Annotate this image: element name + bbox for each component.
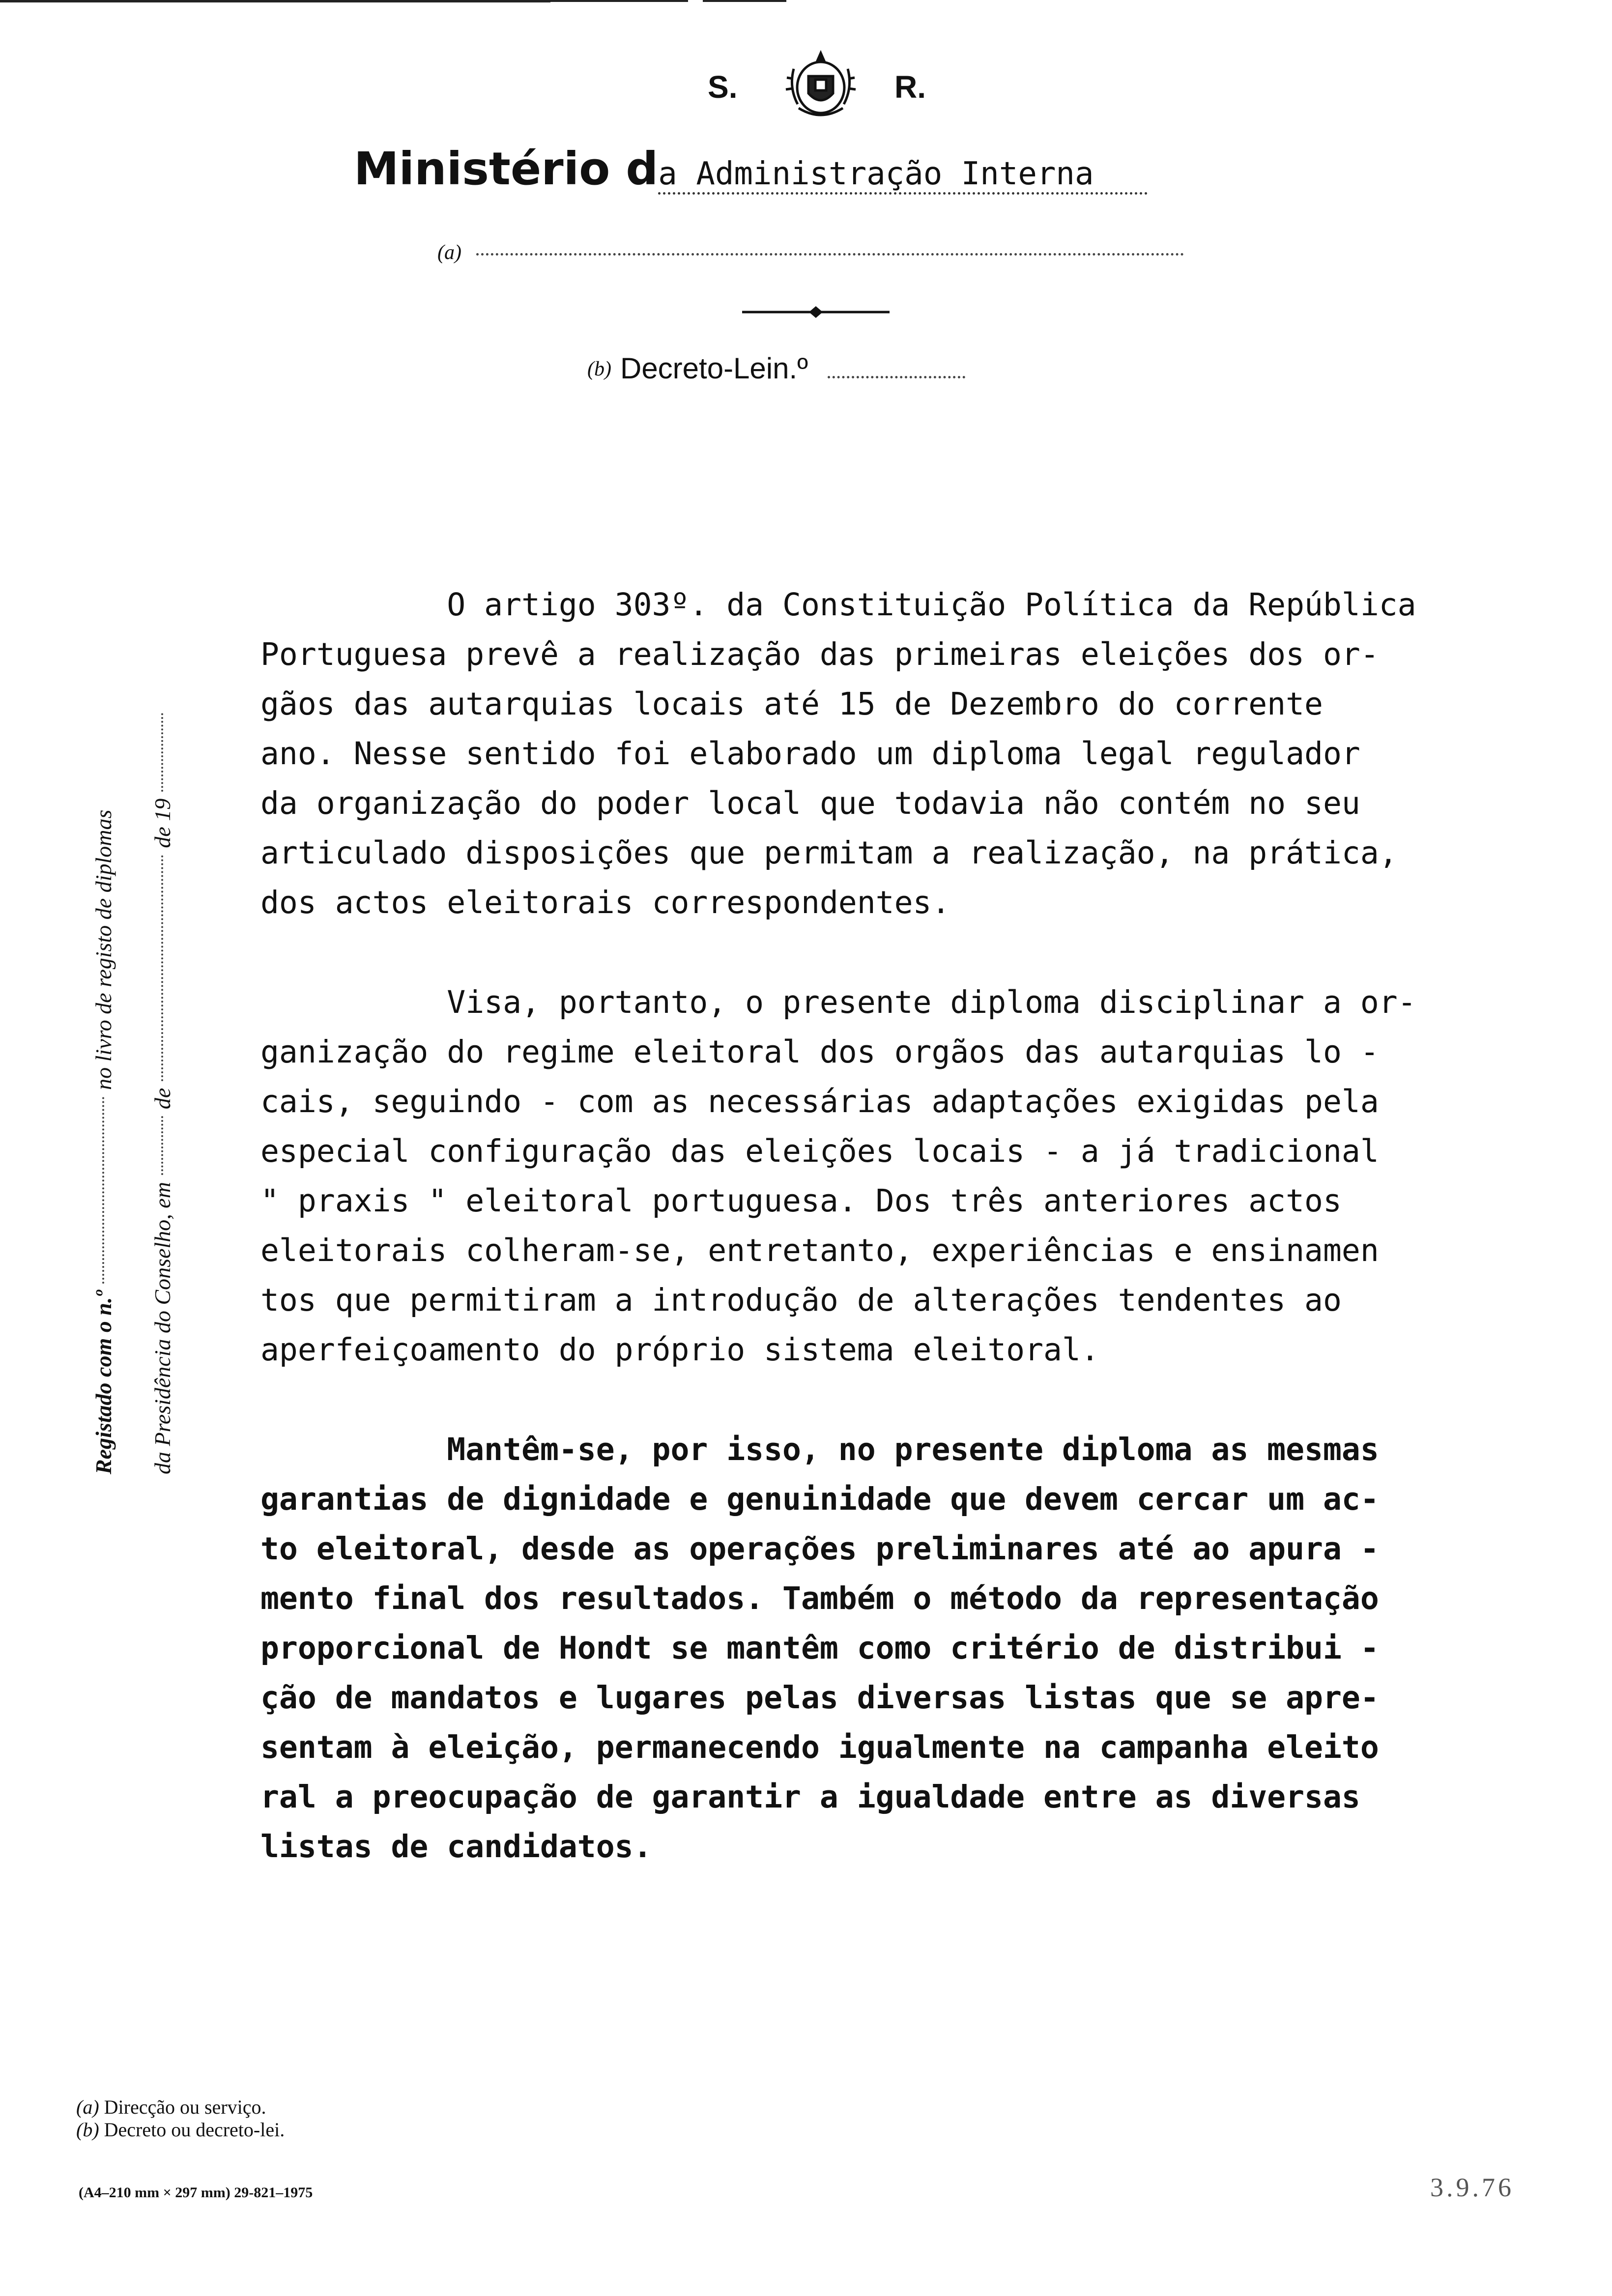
presidency-year: de 19 — [149, 798, 175, 848]
paragraph-3: Mantêm-se, por isso, no presente diploma as mesmas garantias de dignidade e genuinidade que devem cercar um ac- to eleitoral, desde as operações preliminares até ao apura - mento final dos resultados. Também o método da representação proporcional de Hondt se mantêm como critério de distribui - ção de mandatos e lugares pelas diversas listas que se apre- sentam à eleição, permanecendo igualmente na campanha eleito ral a preocupação de garantir a igualdade entre as diversas listas de candidatos. — [260, 1432, 1379, 1865]
decree-number-line — [587, 351, 965, 385]
top-rule-right — [703, 0, 786, 2]
presidency-label: da Presidência do Conselho, em — [149, 1182, 175, 1474]
coat-of-arms-icon — [784, 49, 858, 123]
header-right-letter: R. — [894, 69, 926, 105]
decree-footnote-marker: (b) — [587, 358, 611, 380]
date-stamp: 3.9.76 — [1430, 2173, 1514, 2202]
footnotes — [76, 2096, 285, 2141]
registration-line-2 — [133, 560, 192, 1474]
ministry-name: a Administração Interna — [658, 156, 1148, 195]
presidency-dots-2 — [161, 855, 163, 1081]
registration-label: Registado com o n.º — [90, 1290, 116, 1474]
direction-label: (a) — [437, 241, 461, 264]
paragraph-2: Visa, portanto, o presente diploma disciplinar a or- ganização do regime eleitoral dos orgãos das autarquias lo - cais, seguindo - com as necessárias adaptações exigidas pela especial configuração das eleições locais - a já tradicional " praxis " eleitoral portuguesa. Dos três anteriores actos eleitorais colheram-se, entretanto, experiências e ensinamen tos que permitiram a introdução de alterações tendentes ao aperfeiçoamento do próprio sistema eleitoral. — [260, 984, 1416, 1368]
decree-dotted-line — [828, 376, 965, 378]
registration-book-text: no livro de registo de diplomas — [90, 809, 116, 1090]
decree-label: Decreto-Lein.º — [620, 352, 808, 385]
registration-dots — [102, 1097, 104, 1284]
footnote-b-text: Decreto ou decreto-lei. — [104, 2119, 285, 2141]
footnote-b-key: (b) — [76, 2119, 99, 2141]
decree-preamble — [260, 580, 1489, 1922]
paragraph-1: O artigo 303º. da Constituição Política da República Portuguesa prevê a realização das primeiras eleições dos or- gãos das autarquias locais até 15 de Dezembro do corrente ano. Nesse sentido foi elaborado um diploma legal regulador da organização do poder local que todavia não contém no seu articulado disposições que permitam a realização, na prática, dos actos eleitorais correspondentes. — [260, 587, 1416, 920]
header-left-letter: S. — [708, 69, 738, 105]
presidency-dots-3 — [161, 713, 163, 792]
footnote-a-key: (a) — [76, 2096, 99, 2118]
diamond-rule-icon — [742, 302, 890, 322]
direction-line — [437, 241, 1184, 264]
ministry-title — [354, 143, 1148, 195]
footnote-b — [76, 2119, 285, 2141]
top-rule-middle — [442, 0, 688, 2]
presidency-de: de — [149, 1088, 175, 1110]
paper-format-note: (A4–210 mm × 297 mm) 29-821–1975 — [79, 2184, 313, 2201]
registration-margin — [74, 560, 192, 1474]
registration-line-1 — [74, 560, 133, 1474]
footnote-a — [76, 2096, 285, 2119]
presidency-dots-1 — [161, 1116, 163, 1175]
ministry-prefix: Ministério d — [354, 143, 659, 195]
footnote-a-text: Direcção ou serviço. — [104, 2096, 266, 2118]
republic-header — [698, 54, 953, 133]
direction-dotted-line — [476, 253, 1184, 256]
